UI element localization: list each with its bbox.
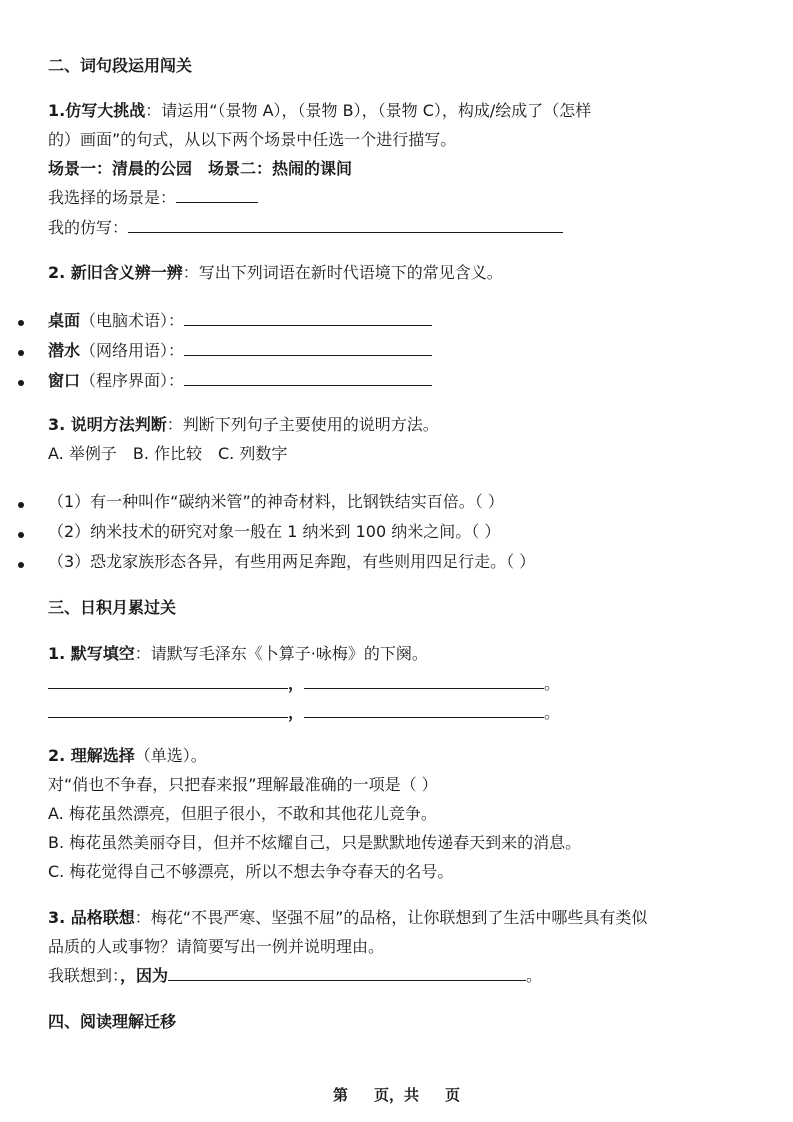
- term-note: （程序界面）：: [80, 371, 185, 390]
- imitation-blank[interactable]: [128, 218, 563, 233]
- meaning-blank[interactable]: [184, 311, 432, 326]
- q3-2-text: （单选）。: [134, 746, 207, 765]
- q3-3-text-2: 品质的人或事物？请简要写出一例并说明理由。: [48, 937, 385, 956]
- q2-1-choice-label: 我选择的场景是：: [48, 188, 177, 207]
- q2-1-label: 1.仿写大挑战: [48, 101, 146, 120]
- footer-pages-suffix: 页: [445, 1086, 461, 1104]
- q2-1-choice-line: [48, 187, 258, 209]
- q2-3-line: [48, 414, 439, 436]
- term-word: 桌面: [48, 311, 81, 330]
- q2-2-label: 2. 新旧含义辨一辨: [48, 263, 183, 282]
- meaning-blank[interactable]: [184, 341, 432, 356]
- q2-3-label: 3. 说明方法判断: [48, 415, 167, 434]
- list-item: [48, 310, 432, 332]
- poem-line-1: [48, 673, 560, 695]
- q3-1-line: [48, 643, 428, 665]
- section-4-title: 四、阅读理解迁移: [48, 1012, 177, 1031]
- page-footer: [0, 1084, 793, 1106]
- q2-3-text: ：判断下列句子主要使用的说明方法。: [166, 415, 439, 434]
- option-a: A. 梅花虽然漂亮，但胆子很小，不敢和其他花儿竞争。: [48, 804, 437, 823]
- bullet-dot: [18, 532, 24, 538]
- list-item: （3）恐龙家族形态各异，有些用两足奔跑，有些则用四足行走。（ ）: [48, 552, 536, 571]
- q2-1-imitate-line: [48, 217, 563, 239]
- q2-1-text-2: 的）画面”的句式，从以下两个场景中任选一个进行描写。: [48, 130, 457, 149]
- term-note: （网络用语）：: [80, 341, 185, 360]
- footer-total-label: 页，共: [373, 1086, 419, 1104]
- comma: ，: [288, 674, 305, 693]
- poem-blank[interactable]: [304, 703, 544, 718]
- q3-3-text-1: ：梅花“不畏严寒、坚强不屈”的品格，让你联想到了生活中哪些具有类似: [134, 908, 648, 927]
- poem-blank[interactable]: [48, 674, 288, 689]
- term-word: 潜水: [48, 341, 81, 360]
- scene-choice-blank[interactable]: [176, 188, 258, 203]
- list-item: （1）有一种叫作“碳纳米管”的神奇材料，比钢铁结实百倍。（ ）: [48, 492, 504, 511]
- bullet-dot: [18, 502, 24, 508]
- option-c: C. 梅花觉得自己不够漂亮，所以不想去争夺春天的名号。: [48, 862, 454, 881]
- q3-1-label: 1. 默写填空: [48, 644, 135, 663]
- q3-3-answer-line: [48, 965, 542, 987]
- footer-page-label: 第: [332, 1086, 348, 1104]
- list-item: [48, 340, 432, 362]
- section-3-title: 三、日积月累过关: [48, 598, 177, 617]
- poem-blank[interactable]: [304, 674, 544, 689]
- q3-3-prefix: 我联想到：: [48, 966, 121, 985]
- comma: ，: [288, 703, 305, 722]
- q3-1-text: ：请默写毛泽东《卜算子·咏梅》的下阕。: [134, 644, 428, 663]
- q2-2-text: ：写出下列词语在新时代语境下的常见含义。: [182, 263, 503, 282]
- q2-1-line-1: [48, 100, 591, 122]
- q2-2-line: [48, 262, 503, 284]
- q2-1-text-1: ：请运用“（景物 A），（景物 B），（景物 C），构成/绘成了（怎样: [145, 101, 592, 120]
- q3-3-label: 3. 品格联想: [48, 908, 135, 927]
- bullet-dot: [18, 380, 24, 386]
- q3-3-line-1: [48, 907, 647, 929]
- section-2-title: 二、词句段运用闯关: [48, 56, 193, 75]
- bullet-dot: [18, 350, 24, 356]
- meaning-blank[interactable]: [184, 371, 432, 386]
- option-b: B. 梅花虽然美丽夺目，但并不炫耀自己，只是默默地传递春天到来的消息。: [48, 833, 582, 852]
- list-item: （2）纳米技术的研究对象一般在 1 纳米到 100 纳米之间。（ ）: [48, 522, 501, 541]
- q2-1-imitate-label: 我的仿写：: [48, 218, 129, 237]
- bullet-dot: [18, 320, 24, 326]
- term-word: 窗口: [48, 371, 81, 390]
- q3-2-stem: 对“俏也不争春，只把春来报”理解最准确的一项是（ ）: [48, 775, 438, 794]
- list-item: [48, 370, 432, 392]
- term-note: （电脑术语）：: [80, 311, 185, 330]
- bullet-dot: [18, 562, 24, 568]
- q2-3-options: A. 举例子 B. 作比较 C. 列数字: [48, 444, 288, 463]
- poem-blank[interactable]: [48, 703, 288, 718]
- q3-2-line: [48, 745, 207, 767]
- q2-1-scenes: 场景一：清晨的公园 场景二：热闹的课间: [48, 159, 353, 178]
- reason-blank[interactable]: [168, 966, 526, 981]
- q3-2-label: 2. 理解选择: [48, 746, 135, 765]
- period: 。: [544, 703, 561, 722]
- period: 。: [544, 674, 561, 693]
- poem-line-2: [48, 702, 560, 724]
- period: 。: [526, 966, 543, 985]
- q3-3-because: ，因为: [120, 966, 169, 985]
